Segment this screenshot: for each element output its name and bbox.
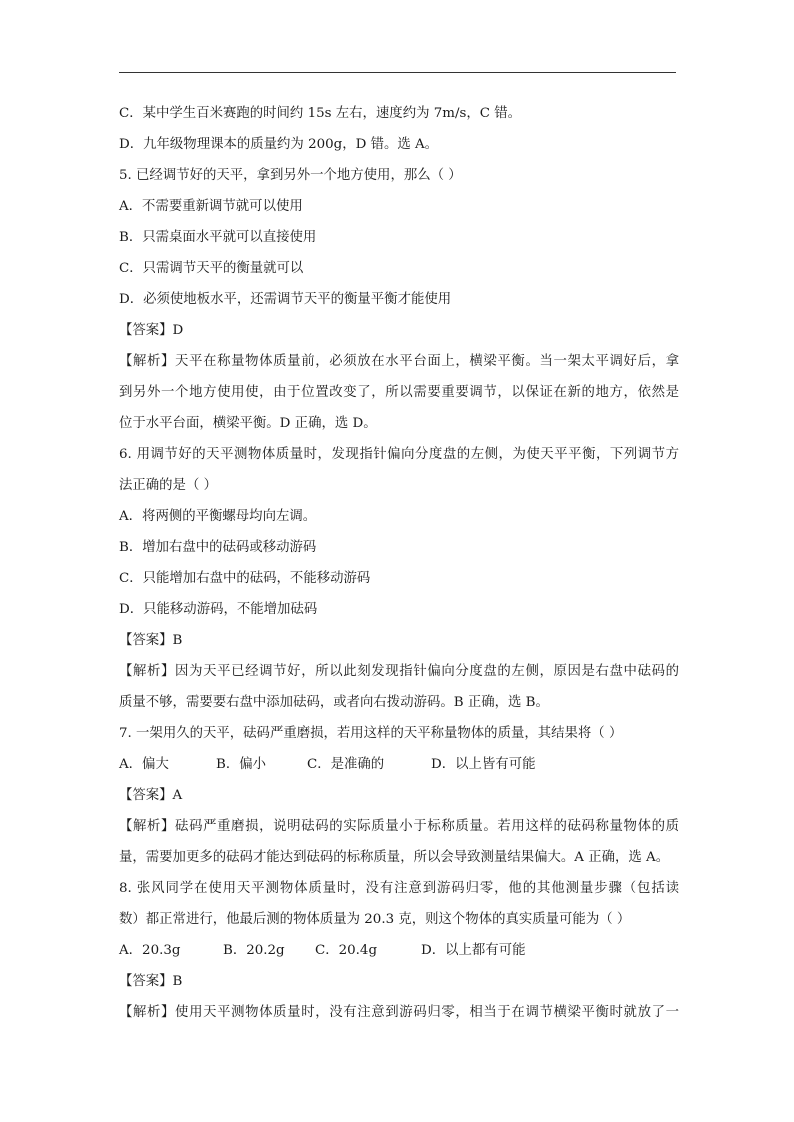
q8-options-row <box>119 935 679 966</box>
q7-question: 7. 一架用久的天平，砝码严重磨损，若用这样的天平称量物体的质量，其结果将（ ） <box>119 726 623 741</box>
q7-options-row <box>119 749 679 780</box>
q7-option-b: B．偏小 <box>216 757 267 772</box>
q6-question-line: 法正确的是（ ） <box>119 478 217 493</box>
document-body <box>119 98 679 1028</box>
q6-option-d: D．只能移动游码，不能增加砝码 <box>119 602 318 617</box>
q8-option-b: B．20.2g <box>223 943 285 958</box>
q6-analysis-line: 质量不够，需要要右盘中添加砝码，或者向右拨动游码。B 正确，选 B。 <box>119 695 549 710</box>
q6-option-c: C．只能增加右盘中的砝码，不能移动游码 <box>119 571 371 586</box>
q7-option-d: D．以上皆有可能 <box>431 757 536 772</box>
q8-option-d: D．以上都有可能 <box>421 943 526 958</box>
q5-question: 5. 已经调节好的天平，拿到另外一个地方使用，那么（ ） <box>119 168 462 183</box>
q7-analysis-line: 【解析】砝码严重磨损，说明砝码的实际质量小于标称质量。若用这样的砝码称量物体的质 <box>119 819 679 834</box>
q5-answer: 【答案】D <box>119 323 184 338</box>
q6-option-a: A．将两侧的平衡螺母均向左调。 <box>119 509 317 524</box>
q7-option-c: C．是准确的 <box>307 757 385 772</box>
q8-question-line: 8. 张风同学在使用天平测物体质量时，没有注意到游码归零，他的其他测量步骤（包括读 <box>119 881 679 896</box>
q8-analysis-line: 【解析】使用天平测物体质量时，没有注意到游码归零，相当于在调节横梁平衡时就放了一 <box>119 1005 679 1020</box>
q8-option-a: A．20.3g <box>119 943 181 958</box>
q8-option-c: C．20.4g <box>315 943 378 958</box>
q7-option-a: A．偏大 <box>119 757 169 772</box>
q5-analysis-line: 【解析】天平在称量物体质量前，必须放在水平台面上，横梁平衡。当一架太平调好后，拿 <box>119 354 679 369</box>
q5-option-d: D．必须使地板水平，还需调节天平的衡量平衡才能使用 <box>119 292 452 307</box>
q6-option-b: B．增加右盘中的砝码或移动游码 <box>119 540 317 555</box>
header-rule <box>119 72 676 73</box>
q7-analysis-line: 量，需要加更多的砝码才能达到砝码的标称质量，所以会导致测量结果偏大。A 正确，选 A。 <box>119 850 670 865</box>
q8-answer: 【答案】B <box>119 974 183 989</box>
q5-option-c: C．只需调节天平的衡量就可以 <box>119 261 304 276</box>
q4-option-d: D．九年级物理课本的质量约为 200g，D 错。选 A。 <box>119 137 439 152</box>
q5-analysis-line: 位于水平台面，横梁平衡。D 正确，选 D。 <box>119 416 377 431</box>
q6-answer: 【答案】B <box>119 633 183 648</box>
q6-analysis-line: 【解析】因为天平已经调节好，所以此刻发现指针偏向分度盘的左侧，原因是右盘中砝码的 <box>119 664 679 679</box>
q7-answer: 【答案】A <box>119 788 183 803</box>
q5-option-b: B．只需桌面水平就可以直接使用 <box>119 230 317 245</box>
q8-question-line: 数）都正常进行，他最后测的物体质量为 20.3 克，则这个物体的真实质量可能为（ ） <box>119 912 631 927</box>
q5-analysis-line: 到另外一个地方使用使，由于位置改变了，所以需要重要调节，以保证在新的地方，依然是 <box>119 385 679 400</box>
q6-question-line: 6. 用调节好的天平测物体质量时，发现指针偏向分度盘的左侧，为使天平平衡，下列调节方 <box>119 447 679 462</box>
q4-option-c: C．某中学生百米赛跑的时间约 15s 左右，速度约为 7m/s，C 错。 <box>119 106 522 121</box>
q5-option-a: A．不需要重新调节就可以使用 <box>119 199 303 214</box>
